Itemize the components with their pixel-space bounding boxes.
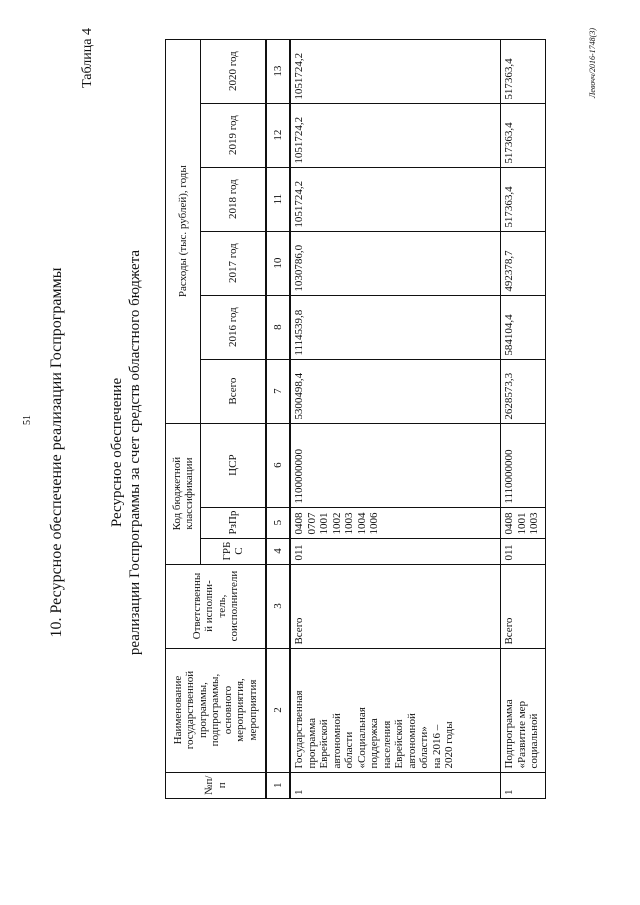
row-grbs: 011 [501,538,546,564]
header-2016: 2016 год [201,295,267,359]
page-number: 51 [22,415,33,425]
section-heading: 10. Ресурсное обеспечение реализации Госпрограммы [48,267,65,638]
row-rzpr: 0408 1001 1003 [501,507,546,538]
row-2018: 1051724,2 [290,167,501,231]
header-total: Всего [201,359,267,423]
row-csr: 1100000000 [290,423,501,507]
row-rzpr: 0408 0707 1001 1002 1003 1004 1006 [290,507,501,538]
col-number: 1 [266,772,290,798]
col-number: 7 [266,359,290,423]
header-2020: 2020 год [201,39,267,103]
table-subtitle [108,0,144,905]
subtitle-line1: Ресурсное обеспечение [109,377,125,528]
table-row [501,39,546,798]
col-number: 2 [266,648,290,772]
col-number: 11 [266,167,290,231]
header-responsible: Ответственны й исполни- тель, соисполнители [166,564,267,648]
col-number: 10 [266,231,290,295]
document-id: Левочч/2016-1748(3) [588,28,597,98]
resource-table [165,39,546,799]
col-number: 13 [266,39,290,103]
header-row-1 [166,39,201,798]
header-2017: 2017 год [201,231,267,295]
row-2016: 1114539,8 [290,295,501,359]
row-responsible: Всего [290,564,501,648]
row-total: 2628573,3 [501,359,546,423]
row-num: 1 [290,772,501,798]
row-csr: 1110000000 [501,423,546,507]
row-2017: 492378,7 [501,231,546,295]
row-2020: 517363,4 [501,39,546,103]
column-number-row [266,39,290,798]
row-name: Государственная программа Еврейской автономной области «Социальная поддержка населения Еврейской автономной области» на 2016 – 2020 годы [290,648,501,772]
header-2018: 2018 год [201,167,267,231]
row-name: Подпрограмма «Развитие мер социальной [501,648,546,772]
row-2019: 517363,4 [501,103,546,167]
row-2017: 1030786,0 [290,231,501,295]
table-number: Таблица 4 [80,28,95,88]
col-number: 8 [266,295,290,359]
row-2019: 1051724,2 [290,103,501,167]
col-number: 12 [266,103,290,167]
row-2018: 517363,4 [501,167,546,231]
col-number: 5 [266,507,290,538]
header-num: №п/п [166,772,267,798]
header-name: Наименование государственной программы, подпрограммы, основного мероприятия, мероприятия [166,648,267,772]
header-csr: ЦСР [201,423,267,507]
header-expenses: Расходы (тыс. рублей), годы [166,39,201,423]
row-grbs: 011 [290,538,501,564]
row-total: 5300498,4 [290,359,501,423]
row-num: 1 [501,772,546,798]
col-number: 6 [266,423,290,507]
header-2019: 2019 год [201,103,267,167]
table-row [290,39,501,798]
col-number: 4 [266,538,290,564]
col-number: 3 [266,564,290,648]
subtitle-line2: реализации Госпрограммы за счет средств областного бюджета [127,249,143,656]
row-2016: 584104,4 [501,295,546,359]
header-grbs: ГРБ С [201,538,267,564]
header-kbk: Код бюджетной классификации [166,423,201,564]
header-rzpr: РзПр [201,507,267,538]
row-2020: 1051724,2 [290,39,501,103]
row-responsible: Всего [501,564,546,648]
